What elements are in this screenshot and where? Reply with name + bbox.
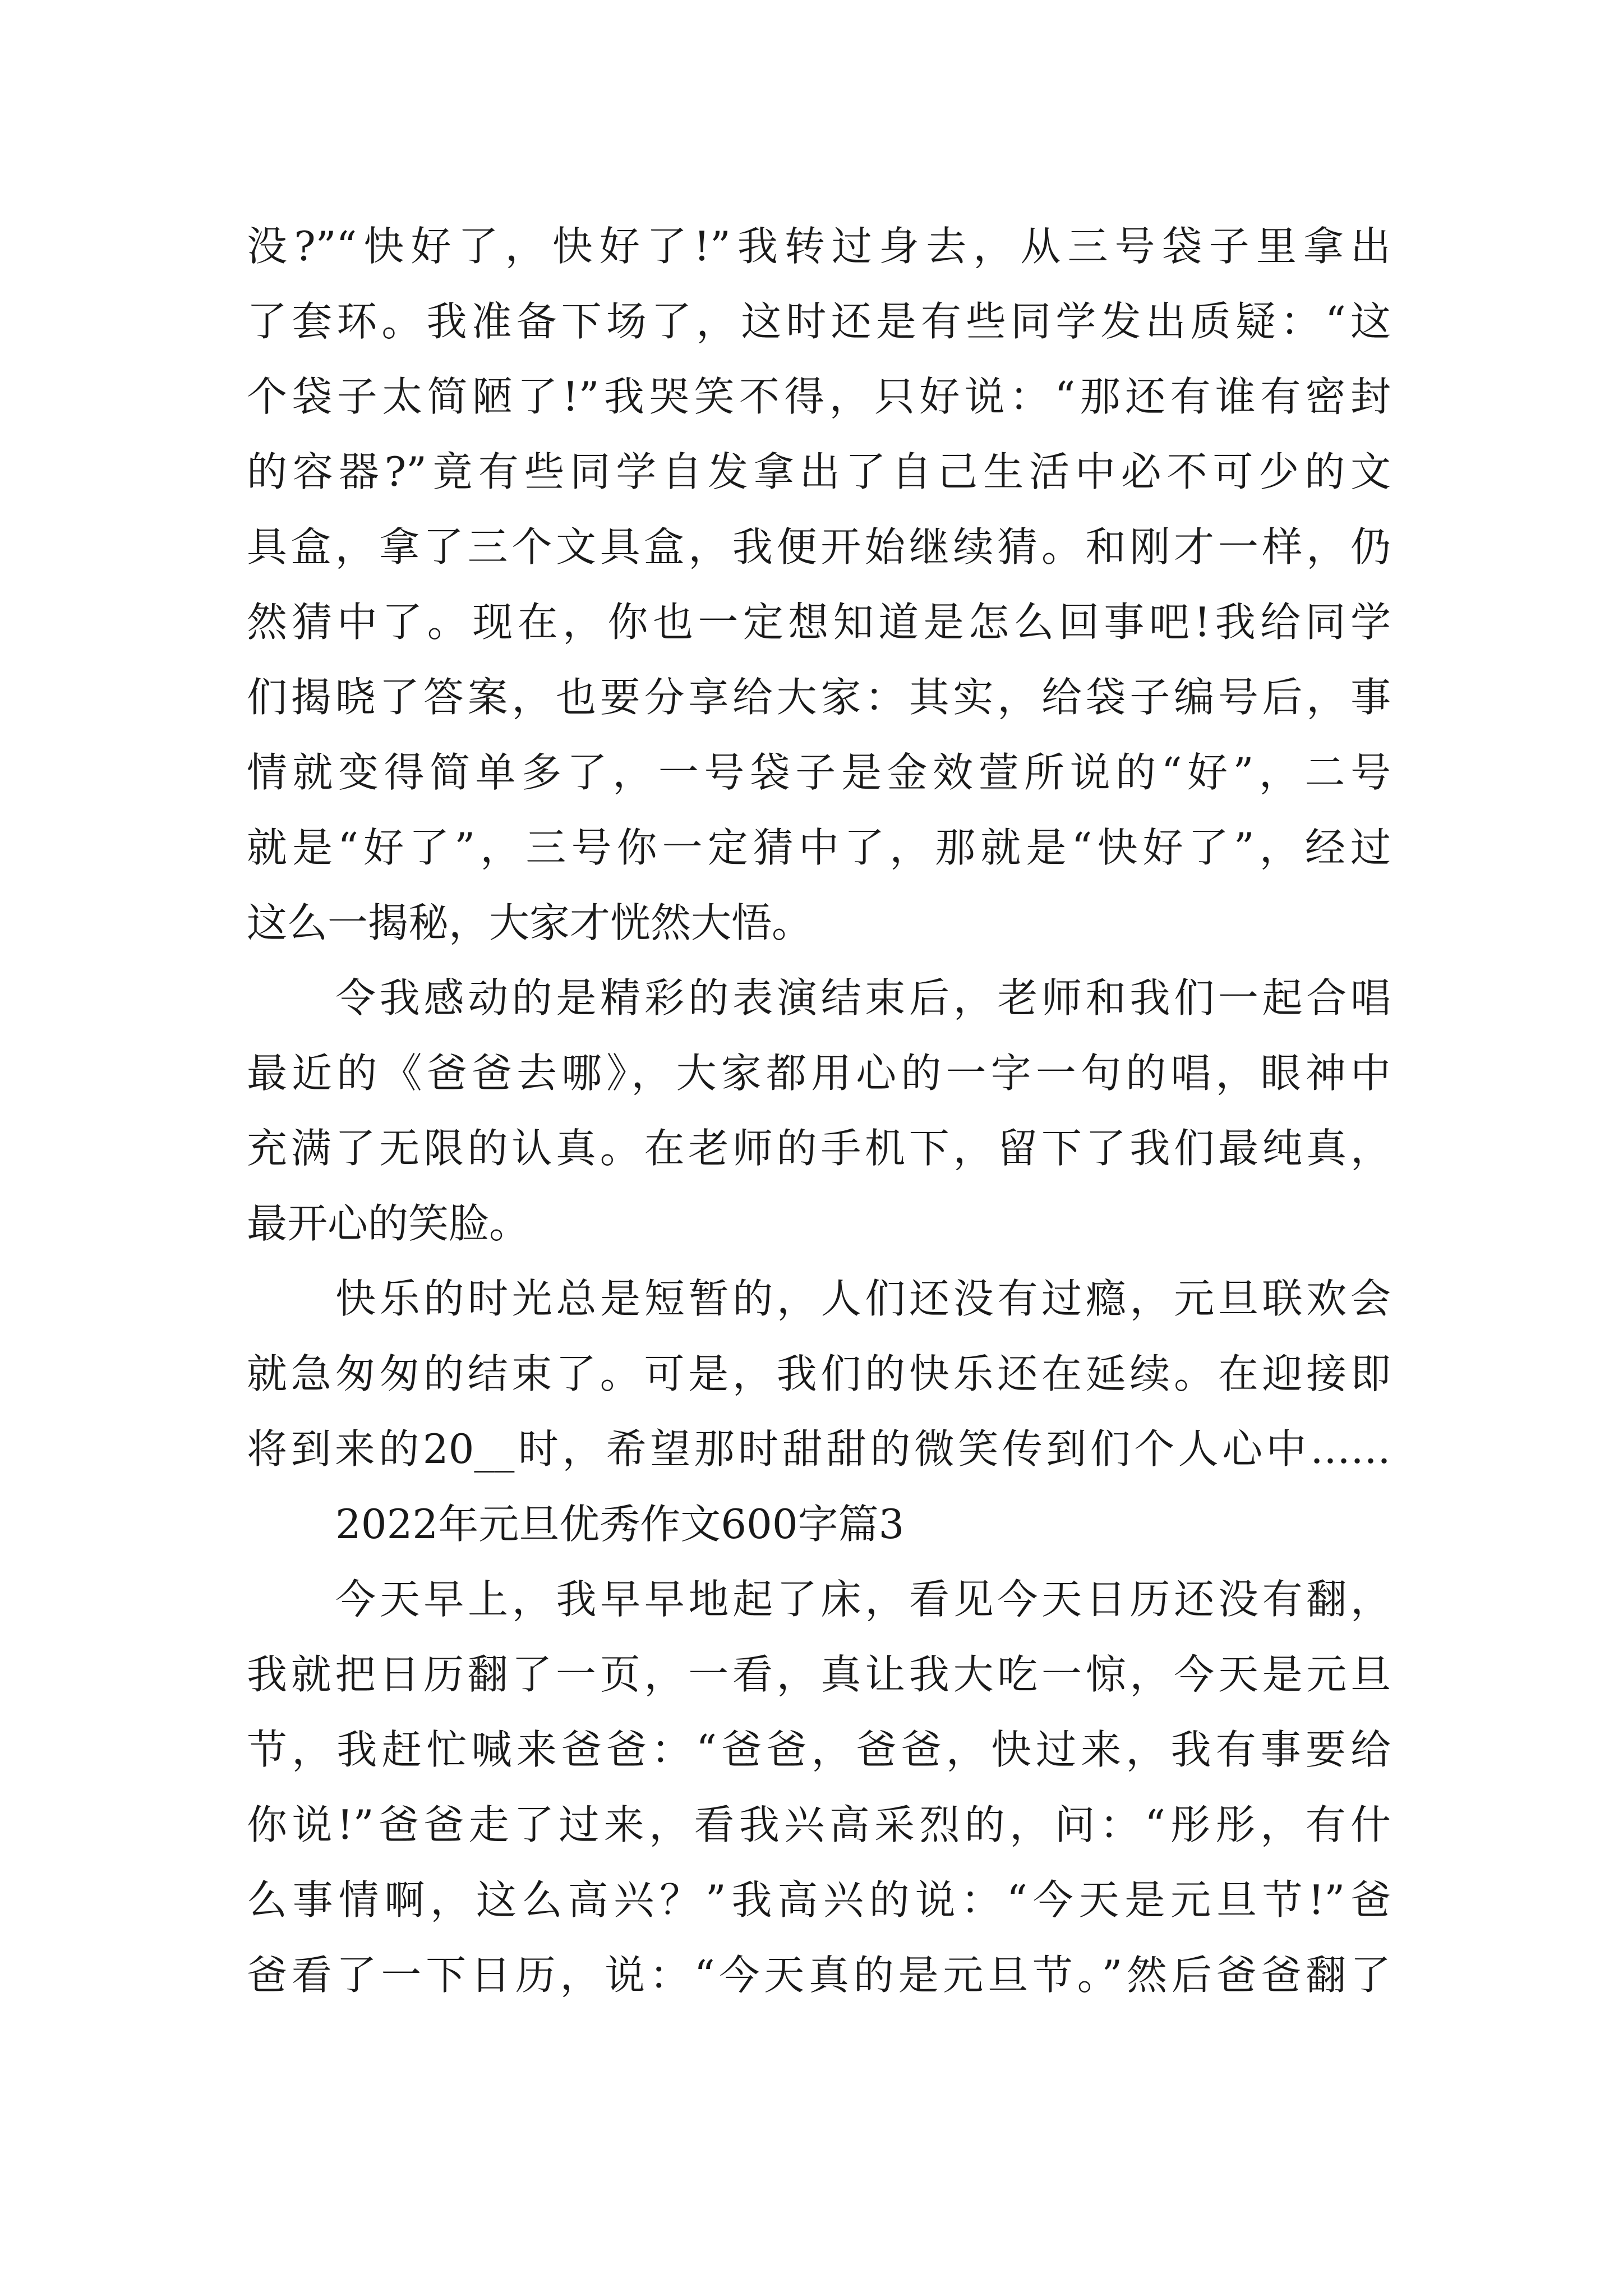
- paragraph-start-line: 今天早上，我早早地起了床，看见今天日历还没有翻，: [335, 1576, 1391, 1623]
- document-body: [247, 209, 1391, 2013]
- text-line: 你说!”爸爸走了过来，看我兴高采烈的，问：“彤彤，有什: [247, 1801, 1391, 1848]
- text-line: 的容器?”竟有些同学自发拿出了自己生活中必不可少的文: [247, 448, 1391, 495]
- text-line: 最开心的笑脸。: [247, 1200, 530, 1247]
- text-line: 就是“好了”，三号你一定猜中了，那就是“快好了”，经过: [247, 824, 1391, 871]
- text-line: 爸看了一下日历，说：“今天真的是元旦节。”然后爸爸翻了: [247, 1952, 1391, 1999]
- text-line: 了套环。我准备下场了，这时还是有些同学发出质疑：“这: [247, 298, 1391, 345]
- section-heading: 2022年元旦优秀作文600字篇3: [335, 1501, 905, 1548]
- text-line: 具盒，拿了三个文具盒，我便开始继续猜。和刚才一样，仍: [247, 523, 1391, 570]
- text-line: 情就变得简单多了，一号袋子是金效萱所说的“好”，二号: [247, 749, 1391, 796]
- text-line: 这么一揭秘，大家才恍然大悟。: [247, 899, 813, 946]
- text-line: 没?”“快好了，快好了!”我转过身去，从三号袋子里拿出: [247, 223, 1391, 270]
- text-line: 就急匆匆的结束了。可是，我们的快乐还在延续。在迎接即: [247, 1350, 1391, 1397]
- text-line: 最近的《爸爸去哪》，大家都用心的一字一句的唱，眼神中: [247, 1050, 1391, 1097]
- text-line: 将到来的20__时，希望那时甜甜的微笑传到们个人心中……: [247, 1425, 1391, 1473]
- text-line: 节，我赶忙喊来爸爸：“爸爸，爸爸，快过来，我有事要给: [247, 1726, 1391, 1773]
- text-line: 们揭晓了答案，也要分享给大家：其实，给袋子编号后，事: [247, 674, 1391, 721]
- paragraph-start-line: 令我感动的是精彩的表演结束后，老师和我们一起合唱: [335, 974, 1391, 1022]
- text-line: 个袋子太简陋了!”我哭笑不得，只好说：“那还有谁有密封: [247, 373, 1391, 420]
- text-line: 我就把日历翻了一页，一看，真让我大吃一惊，今天是元旦: [247, 1651, 1391, 1698]
- text-line: 么事情啊，这么高兴？”我高兴的说：“今天是元旦节!”爸: [247, 1876, 1391, 1924]
- text-line: 然猜中了。现在，你也一定想知道是怎么回事吧!我给同学: [247, 599, 1391, 646]
- paragraph-start-line: 快乐的时光总是短暂的，人们还没有过瘾，元旦联欢会: [335, 1275, 1391, 1322]
- text-line: 充满了无限的认真。在老师的手机下，留下了我们最纯真，: [247, 1125, 1391, 1172]
